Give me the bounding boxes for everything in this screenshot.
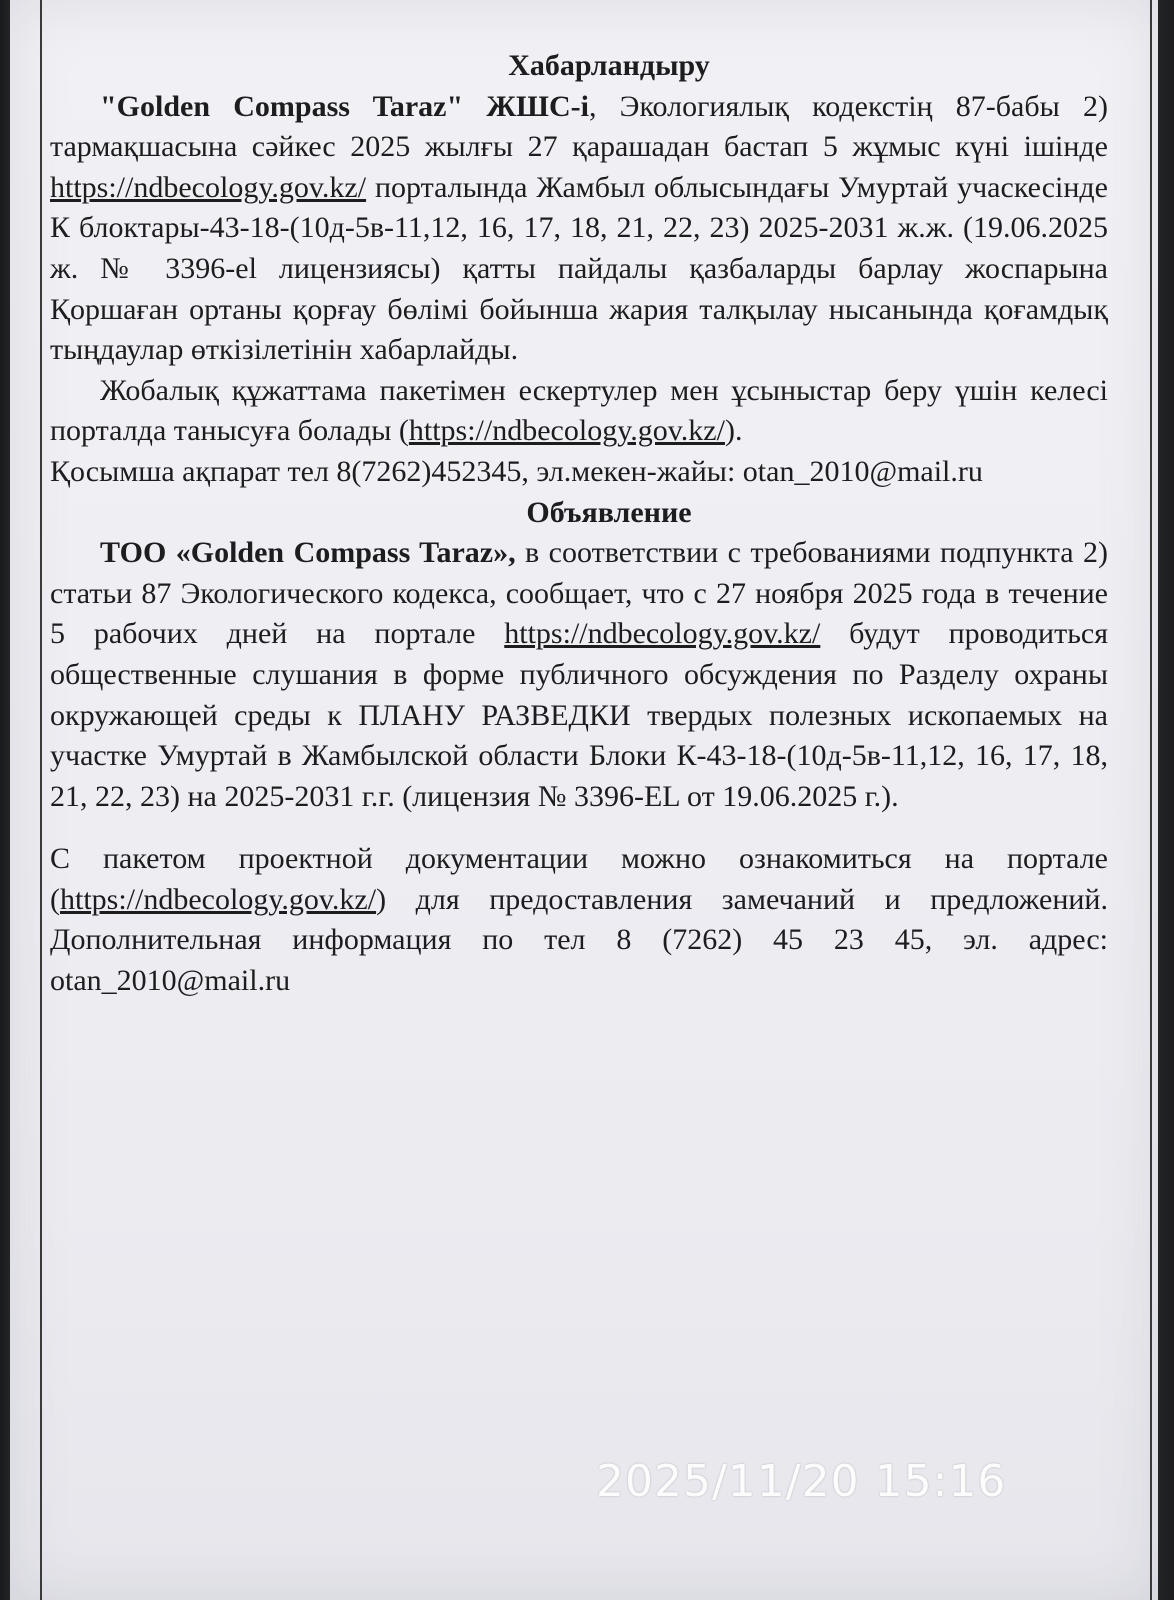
russian-portal-link-1[interactable]: https://ndbecology.gov.kz/: [504, 617, 821, 651]
russian-title: Объявление: [526, 495, 692, 529]
russian-p1-text-b: будут проводиться общественные слушания в форме публичного обсуждения по Разделу охраны окружающей среды к ПЛАНУ РАЗВЕДКИ твердых полезных ископаемых на участке Умуртай в Жамбылской области Блоки К-43-18-(10д-5в-11,12, 16, 17, 18, 21, 22, 23) на 2025-2031 г.г. (лицензия № 3396-EL от 19.06.2025 г.).: [50, 617, 1109, 813]
kazakh-paragraph-2: [50, 371, 1108, 452]
notice-content: [50, 46, 1108, 1002]
russian-p2-text-b: ) для предоставления замечаний и предложений. Дополнительная информация по тел 8 (7262) 45 23 45, эл. адрес: otan_2010@mail.ru: [50, 882, 1108, 998]
kazakh-p2-text-a: Жобалық құжаттама пакетімен ескертулер мен ұсыныстар беру үшін келесі порталда танысуға болады (: [50, 373, 1108, 448]
paragraph-gap: [50, 817, 1108, 839]
russian-p1-text-a: в соответствии с требованиями подпункта 2) статьи 87 Экологического кодекса, сообщает, что с 27 ноября 2025 года в течение 5 рабочих дней на портале: [50, 536, 1108, 651]
russian-p2-text-a: С пакетом проектной документации можно ознакомиться на портале (: [50, 842, 1108, 916]
kazakh-contact-info: Қосымша ақпарат тел 8(7262)452345, эл.мекен-жайы: otan_2010@mail.ru: [50, 454, 983, 488]
russian-portal-link-2[interactable]: https://ndbecology.gov.kz/: [60, 882, 377, 916]
kazakh-p1-text-a: , Экологиялық кодекстің 87-бабы 2) тармақшасына сәйкес 2025 жылғы 27 қарашадан бастап 5 жұмыс күні ішінде: [50, 89, 1109, 164]
kazakh-portal-link-2[interactable]: https://ndbecology.gov.kz/: [408, 414, 725, 448]
russian-paragraph-2: [50, 839, 1108, 1001]
photo-timestamp: 2025/11/20 15:16: [596, 1456, 1007, 1507]
russian-company-name: ТОО «Golden Compass Taraz»,: [100, 536, 516, 570]
kazakh-paragraph-1: [50, 87, 1108, 371]
kazakh-title: Хабарландыру: [508, 49, 710, 82]
kazakh-p2-text-b: ).: [724, 414, 743, 448]
kazakh-company-name: "Golden Compass Taraz" ЖШС-і: [100, 89, 589, 123]
kazakh-portal-link-1[interactable]: https://ndbecology.gov.kz/: [50, 170, 367, 204]
kazakh-p1-text-b: порталында Жамбыл облысындағы Умуртай учаскесінде К блоктары-43-18-(10д-5в-11,12, 16, 17, 18, 21, 22, 23) 2025-2031 ж.ж. (19.06.2025 ж. № 3396-el лицензиясы) қатты пайдалы қазбаларды барлау жоспарына Қоршаған ортаны қорғау бөлімі бойынша жария талқылау нысанында қоғамдық тыңдаулар өткізілетінін хабарлайды.: [50, 170, 1108, 367]
russian-paragraph-1: [50, 533, 1108, 817]
